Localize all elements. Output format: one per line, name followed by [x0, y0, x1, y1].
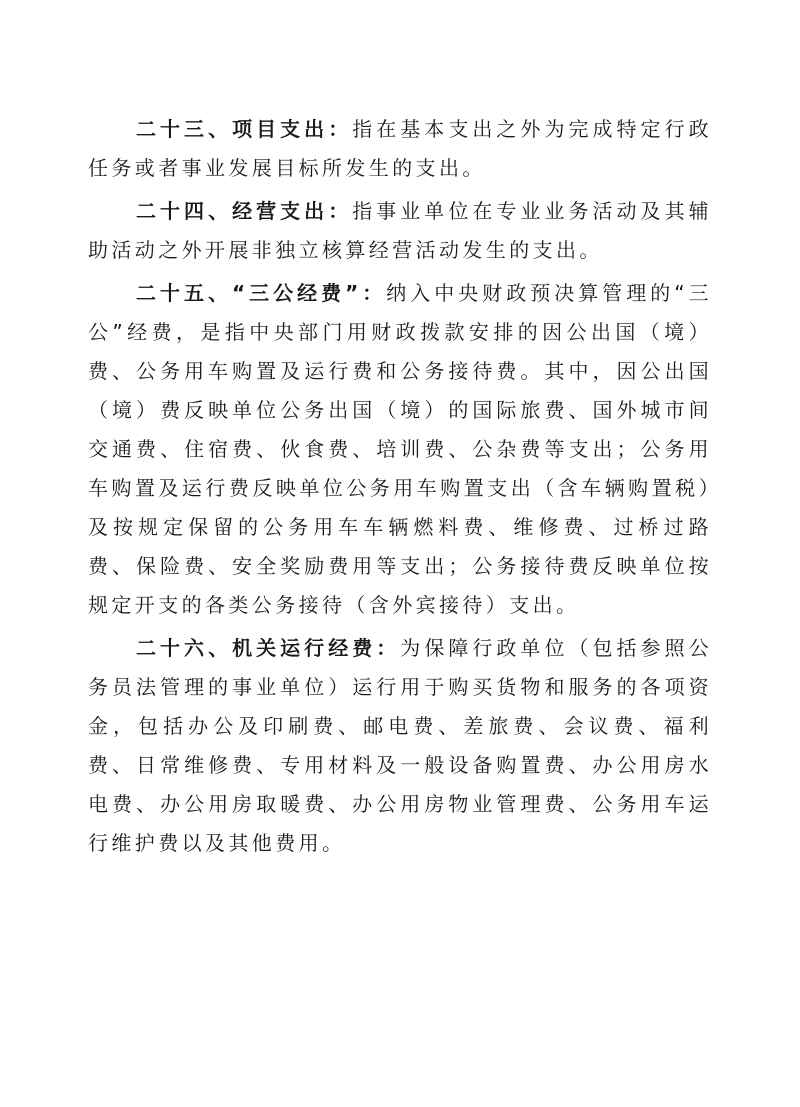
paragraph-three-public-expenses [88, 274, 712, 625]
definition-project-expenditure: 指在基本支出之外为完成特定行政任务或者事业发展目标所发生的支出。 [88, 117, 712, 180]
term-agency-operating-funds: 二十六、机关运行经费： [136, 636, 401, 660]
definition-agency-operating-funds: 为保障行政单位（包括参照公务员法管理的事业单位）运行用于购买货物和服务的各项资金，包括办公及印刷费、邮电费、差旅费、会议费、福利费、日常维修费、专用材料及一般设备购置费、办公用房水电费、办公用房取暖费、办公用房物业管理费、公务用车运行维护费以及其他费用。 [88, 636, 713, 855]
term-operating-expenditure: 二十四、经营支出： [136, 199, 353, 223]
paragraph-operating-expenditure [88, 192, 712, 270]
paragraph-agency-operating-funds [88, 629, 712, 863]
term-project-expenditure: 二十三、项目支出： [136, 117, 353, 141]
paragraph-project-expenditure [88, 110, 712, 188]
definition-three-public-expenses: 纳入中央财政预决算管理的“三公”经费，是指中央部门用财政拨款安排的因公出国（境）费、公务用车购置及运行费和公务接待费。其中，因公出国（境）费反映单位公务出国（境）的国际旅费、国外城市间交通费、住宿费、伙食费、培训费、公杂费等支出；公务用车购置及运行费反映单位公务用车购置支出（含车辆购置税）及按规定保留的公务用车车辆燃料费、维修费、过桥过路费、保险费、安全奖励费用等支出；公务接待费反映单位按规定开支的各类公务接待（含外宾接待）支出。 [88, 281, 712, 617]
term-three-public-expenses: 二十五、“三公经费”： [136, 281, 387, 305]
definition-operating-expenditure: 指事业单位在专业业务活动及其辅助活动之外开展非独立核算经营活动发生的支出。 [88, 199, 712, 262]
document-body [88, 110, 712, 867]
